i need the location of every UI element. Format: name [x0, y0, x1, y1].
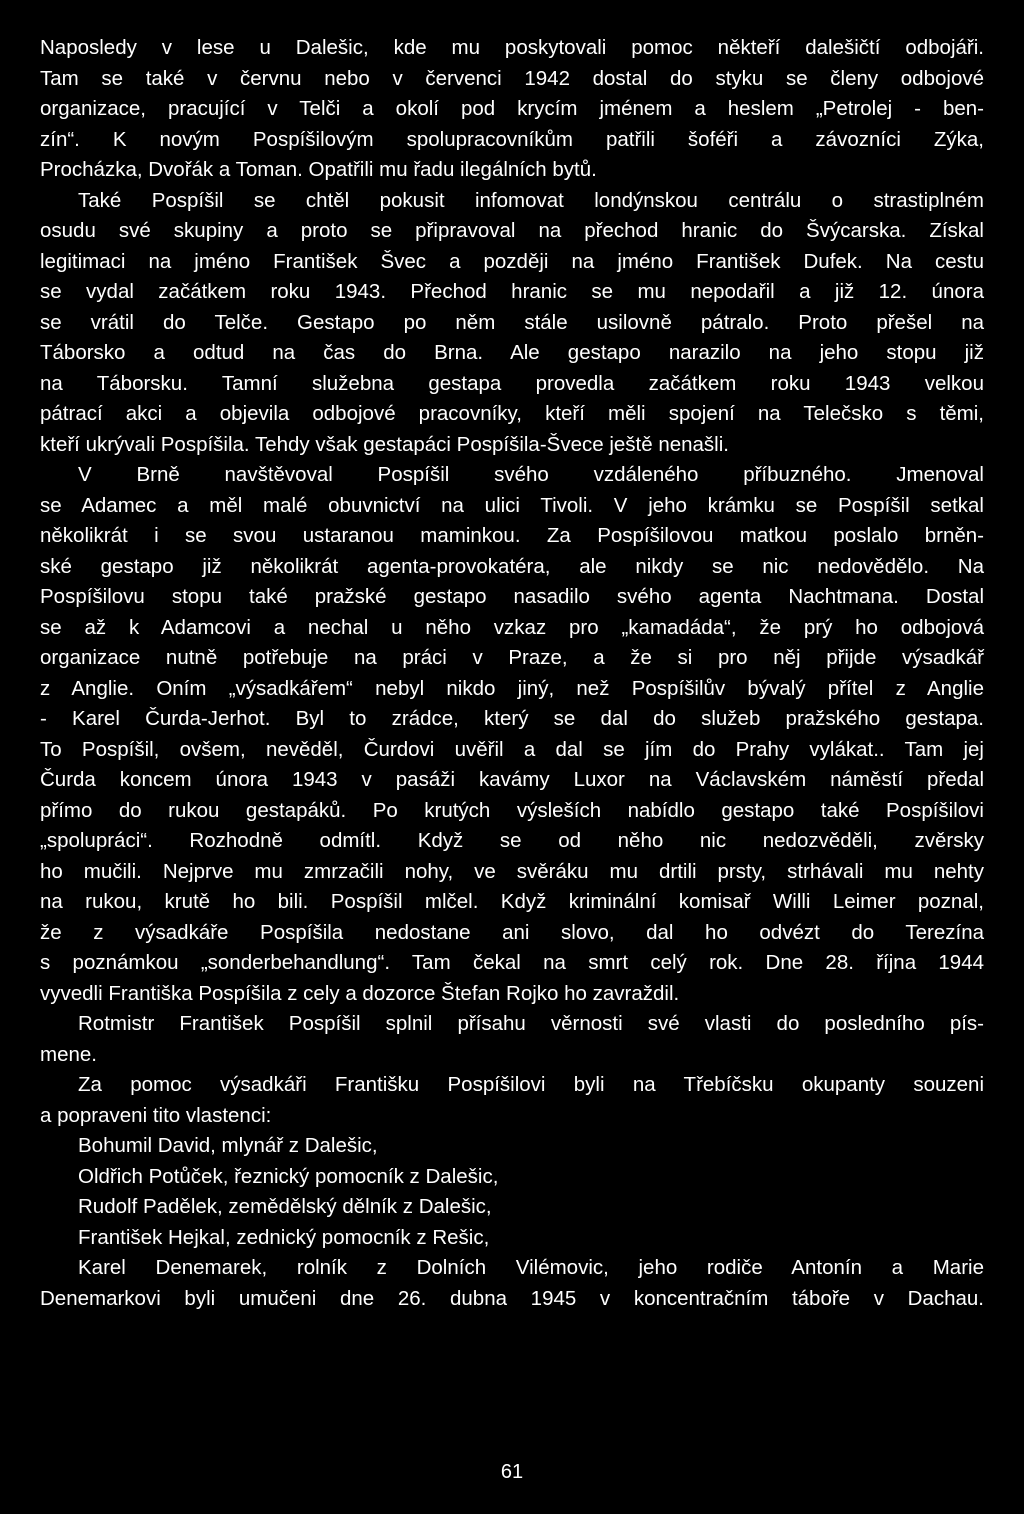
text-line: „spolupráci“. Rozhodně odmítl. Když se od něho nic nedozvěděli, zvěrsky	[40, 829, 984, 852]
text-line: se Adamec a měl malé obuvnictví na ulici Tivoli. V jeho krámku se Pospíšil setkal	[40, 493, 984, 517]
text-line: ho mučili. Nejprve mu zmrzačili nohy, ve svěráku mu drtili prsty, strhávali mu nehty	[40, 859, 984, 883]
text-line: Také Pospíšil se chtěl pokusit infomovat londýnskou centrálu o strastiplném	[78, 188, 984, 212]
body-text	[40, 33, 984, 1314]
text-line: mene.	[40, 1042, 97, 1066]
text-line: s poznámkou „sonderbehandlung“. Tam čekal na smrt celý rok. Dne 28. října 1944	[40, 951, 984, 974]
text-line: organizace, pracující v Telči a okolí pod krycím jménem a heslem „Petrolej - ben-	[40, 97, 984, 120]
text-line: Denemarkovi byli umučeni dne 26. dubna 1945 v koncentračním táboře v Dachau.	[40, 1286, 984, 1310]
text-line: se vrátil do Telče. Gestapo po něm stále usilovně pátralo. Proto přešel na	[40, 310, 984, 334]
text-line: organizace nutně potřebuje na práci v Praze, a že si pro něj přijde výsadkář	[40, 646, 984, 669]
text-line: zín“. K novým Pospíšilovým spolupracovníkům patřili šoféři a závozníci Zýka,	[40, 127, 984, 151]
text-line: Naposledy v lese u Dalešic, kde mu poskytovali pomoc někteří dalešičtí odbojáři.	[40, 36, 984, 59]
victim-list-item: Oldřich Potůček, řeznický pomocník z Dalešic,	[78, 1164, 499, 1188]
text-line: ské gestapo již několikrát agenta-provokatéra, ale nikdy se nic nedovědělo. Na	[40, 554, 984, 578]
text-line: Pospíšilovu stopu také pražské gestapo nasadilo svého agenta Nachtmana. Dostal	[40, 585, 984, 608]
victim-list-item: Rudolf Padělek, zemědělský dělník z Dalešic,	[78, 1195, 492, 1218]
text-line: Čurda koncem února 1943 v pasáži kavámy Luxor na Václavském náměstí předal	[40, 768, 984, 791]
text-line: několikrát i se svou ustaranou maminkou. Za Pospíšilovou matkou poslalo brněn-	[40, 524, 984, 547]
victim-list-item: František Hejkal, zednický pomocník z Rešic,	[78, 1225, 490, 1249]
page-number: 61	[500, 1461, 524, 1483]
text-line: se vydal začátkem roku 1943. Přechod hranic se mu nepodařil a již 12. února	[40, 280, 984, 303]
text-line: Za pomoc výsadkáři Františku Pospíšilovi byli na Třebíčsku okupanty souzeni	[78, 1073, 984, 1096]
text-line: se až k Adamcovi a nechal u něho vzkaz pro „kamadáda“, že prý ho odbojová	[40, 615, 984, 639]
text-line: To Pospíšil, ovšem, nevěděl, Čurdovi uvěřil a dal se jím do Prahy vylákat.. Tam jej	[40, 737, 984, 761]
text-line: Tam se také v červnu nebo v červenci 1942 dostal do styku se členy odbojové	[40, 66, 984, 90]
text-line: V Brně navštěvoval Pospíšil svého vzdáleného příbuzného. Jmenoval	[78, 463, 984, 486]
text-line: vyvedli Františka Pospíšila z cely a dozorce Štefan Rojko ho zavraždil.	[40, 981, 680, 1005]
victim-list-item: Karel Denemarek, rolník z Dolních Vilémovic, jeho rodiče Antonín a Marie	[78, 1256, 984, 1279]
text-line: na rukou, krutě ho bili. Pospíšil mlčel. Když kriminální komisař Willi Leimer poznal,	[40, 890, 984, 913]
text-line: přímo do rukou gestapáků. Po krutých výsleších nabídlo gestapo také Pospíšilovi	[40, 798, 984, 822]
text-line: legitimaci na jméno František Švec a později na jméno František Dufek. Na cestu	[40, 249, 984, 273]
text-line: kteří ukrývali Pospíšila. Tehdy však gestapáci Pospíšila-Švece ještě nenašli.	[40, 432, 729, 456]
text-line: Táborsko a odtud na čas do Brna. Ale gestapo narazilo na jeho stopu již	[40, 341, 984, 364]
text-line: osudu své skupiny a proto se připravoval na přechod hranic do Švýcarska. Získal	[40, 219, 984, 242]
text-line: - Karel Čurda-Jerhot. Byl to zrádce, který se dal do služeb pražského gestapa.	[40, 707, 984, 730]
text-line: z Anglie. Oním „výsadkářem“ nebyl nikdo jiný, než Pospíšilův bývalý přítel z Anglie	[40, 676, 984, 700]
text-line: Procházka, Dvořák a Toman. Opatřili mu řadu ilegálních bytů.	[40, 158, 597, 181]
text-line: Rotmistr František Pospíšil splnil přísahu věrnosti své vlasti do posledního pís-	[78, 1012, 984, 1035]
text-line: a popraveni tito vlastenci:	[40, 1103, 272, 1127]
text-line: že z výsadkáře Pospíšila nedostane ani slovo, dal ho odvézt do Terezína	[40, 920, 984, 944]
text-line: pátrací akci a objevila odbojové pracovníky, kteří měli spojení na Telečsko s těmi,	[40, 402, 984, 425]
text-line: na Táborsku. Tamní služebna gestapa provedla začátkem roku 1943 velkou	[40, 371, 984, 395]
victim-list-item: Bohumil David, mlynář z Dalešic,	[78, 1134, 378, 1157]
